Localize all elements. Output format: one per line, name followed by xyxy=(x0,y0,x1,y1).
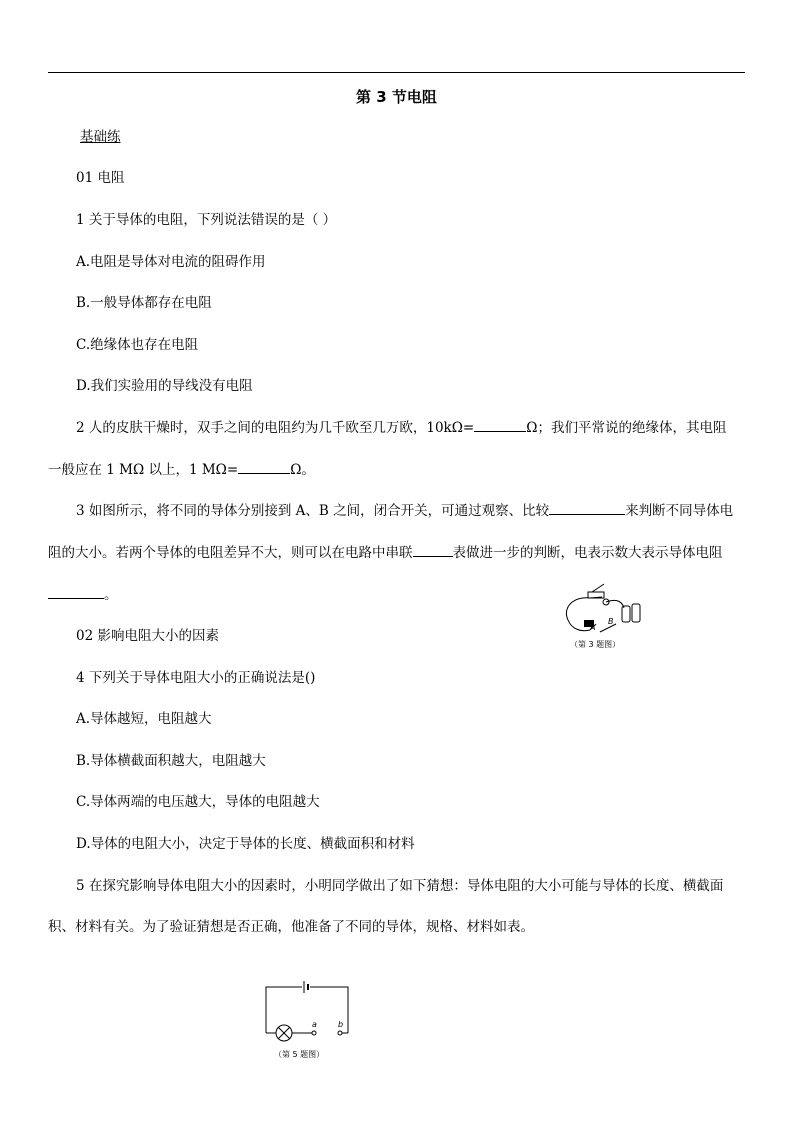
q4-stem: 4 下列关于导体电阻大小的正确说法是() xyxy=(76,670,316,686)
q3-battery-1 xyxy=(622,606,630,622)
q2-blank-1 xyxy=(474,419,526,432)
q3-text-5: 。 xyxy=(104,587,118,603)
q3-text-2: 来判断不同导体电 xyxy=(625,503,734,519)
q5-line-2: 积、材料有关。为了验证猜想是否正确，他准备了不同的导体，规格、材料如表。 xyxy=(48,919,534,935)
q1-option-c: C.绝缘体也存在电阻 xyxy=(76,337,199,353)
q3-label-b: B xyxy=(608,617,614,626)
q4-option-d: D.导体的电阻大小，决定于导体的长度、横截面积和材料 xyxy=(76,836,415,852)
q3-figure-caption: （第 3 题图） xyxy=(570,640,621,649)
q3-battery-2 xyxy=(632,604,640,622)
section-label-text: 基础练 xyxy=(80,129,121,145)
q3-label-a: A xyxy=(590,623,596,632)
q1-option-d: D.我们实验用的导线没有电阻 xyxy=(76,378,253,394)
page-title: 第 3 节电阻 xyxy=(356,88,437,106)
q3-line-2 xyxy=(48,544,723,562)
q2-line-2 xyxy=(48,461,315,479)
q2-text-3: 一般应在 1 MΩ 以上，1 MΩ= xyxy=(48,462,239,478)
subsection-heading-2: 02 影响电阻大小的因素 xyxy=(76,628,219,644)
q5-terminal-a xyxy=(312,1031,316,1035)
q1-option-b: B.一般导体都存在电阻 xyxy=(76,295,212,311)
q5-circuit-figure xyxy=(262,975,354,1065)
q3-blank-3 xyxy=(48,586,104,599)
q2-line-1 xyxy=(76,419,726,437)
q3-text-4: 表做进一步的判断，电表示数大表示导体电阻 xyxy=(452,545,723,561)
q1-option-a: A.电阻是导体对电流的阻碍作用 xyxy=(76,254,266,270)
q5-wire-left-top xyxy=(266,987,302,1033)
q4-option-a: A.导体越短，电阻越大 xyxy=(76,711,212,727)
q3-blank-1 xyxy=(549,502,625,515)
q2-text-4: Ω。 xyxy=(290,462,315,478)
q2-text-2: Ω；我们平常说的绝缘体，其电阻 xyxy=(526,420,727,436)
q3-text-3: 阻的大小。若两个导体的电阻差异不大，则可以在电路中串联 xyxy=(48,545,413,561)
q2-text-1: 2 人的皮肤干燥时，双手之间的电阻约为几千欧至几万欧，10kΩ= xyxy=(76,420,475,436)
q3-line-1 xyxy=(76,502,733,520)
q4-option-c: C.导体两端的电压越大，导体的电阻越大 xyxy=(76,794,320,810)
q3-blank-2 xyxy=(413,544,453,557)
subsection-heading-1: 01 电阻 xyxy=(76,170,125,186)
q5-line-1: 5 在探究影响导体电阻大小的因素时，小明同学做出了如下猜想：导体电阻的大小可能与导体的长度、横截面 xyxy=(76,878,724,894)
q5-figure-caption: （第 5 题图） xyxy=(274,1050,325,1059)
q3-circuit-figure xyxy=(560,582,650,652)
q3-line-3 xyxy=(48,586,118,604)
q5-terminal-b xyxy=(338,1031,342,1035)
q2-blank-2 xyxy=(238,461,290,474)
q5-label-b: b xyxy=(338,1020,344,1029)
section-label xyxy=(80,128,121,146)
q3-text-1: 3 如图所示，将不同的导体分别接到 A、B 之间，闭合开关，可通过观察、比较 xyxy=(76,503,550,519)
q4-option-b: B.导体横截面积越大，电阻越大 xyxy=(76,753,266,769)
q3-switch-lever xyxy=(592,584,604,592)
q3-wire-top xyxy=(566,597,602,620)
header-rule xyxy=(48,72,745,73)
q5-label-a: a xyxy=(312,1020,317,1029)
q1-stem: 1 关于导体的电阻，下列说法错误的是（ ） xyxy=(76,212,337,228)
